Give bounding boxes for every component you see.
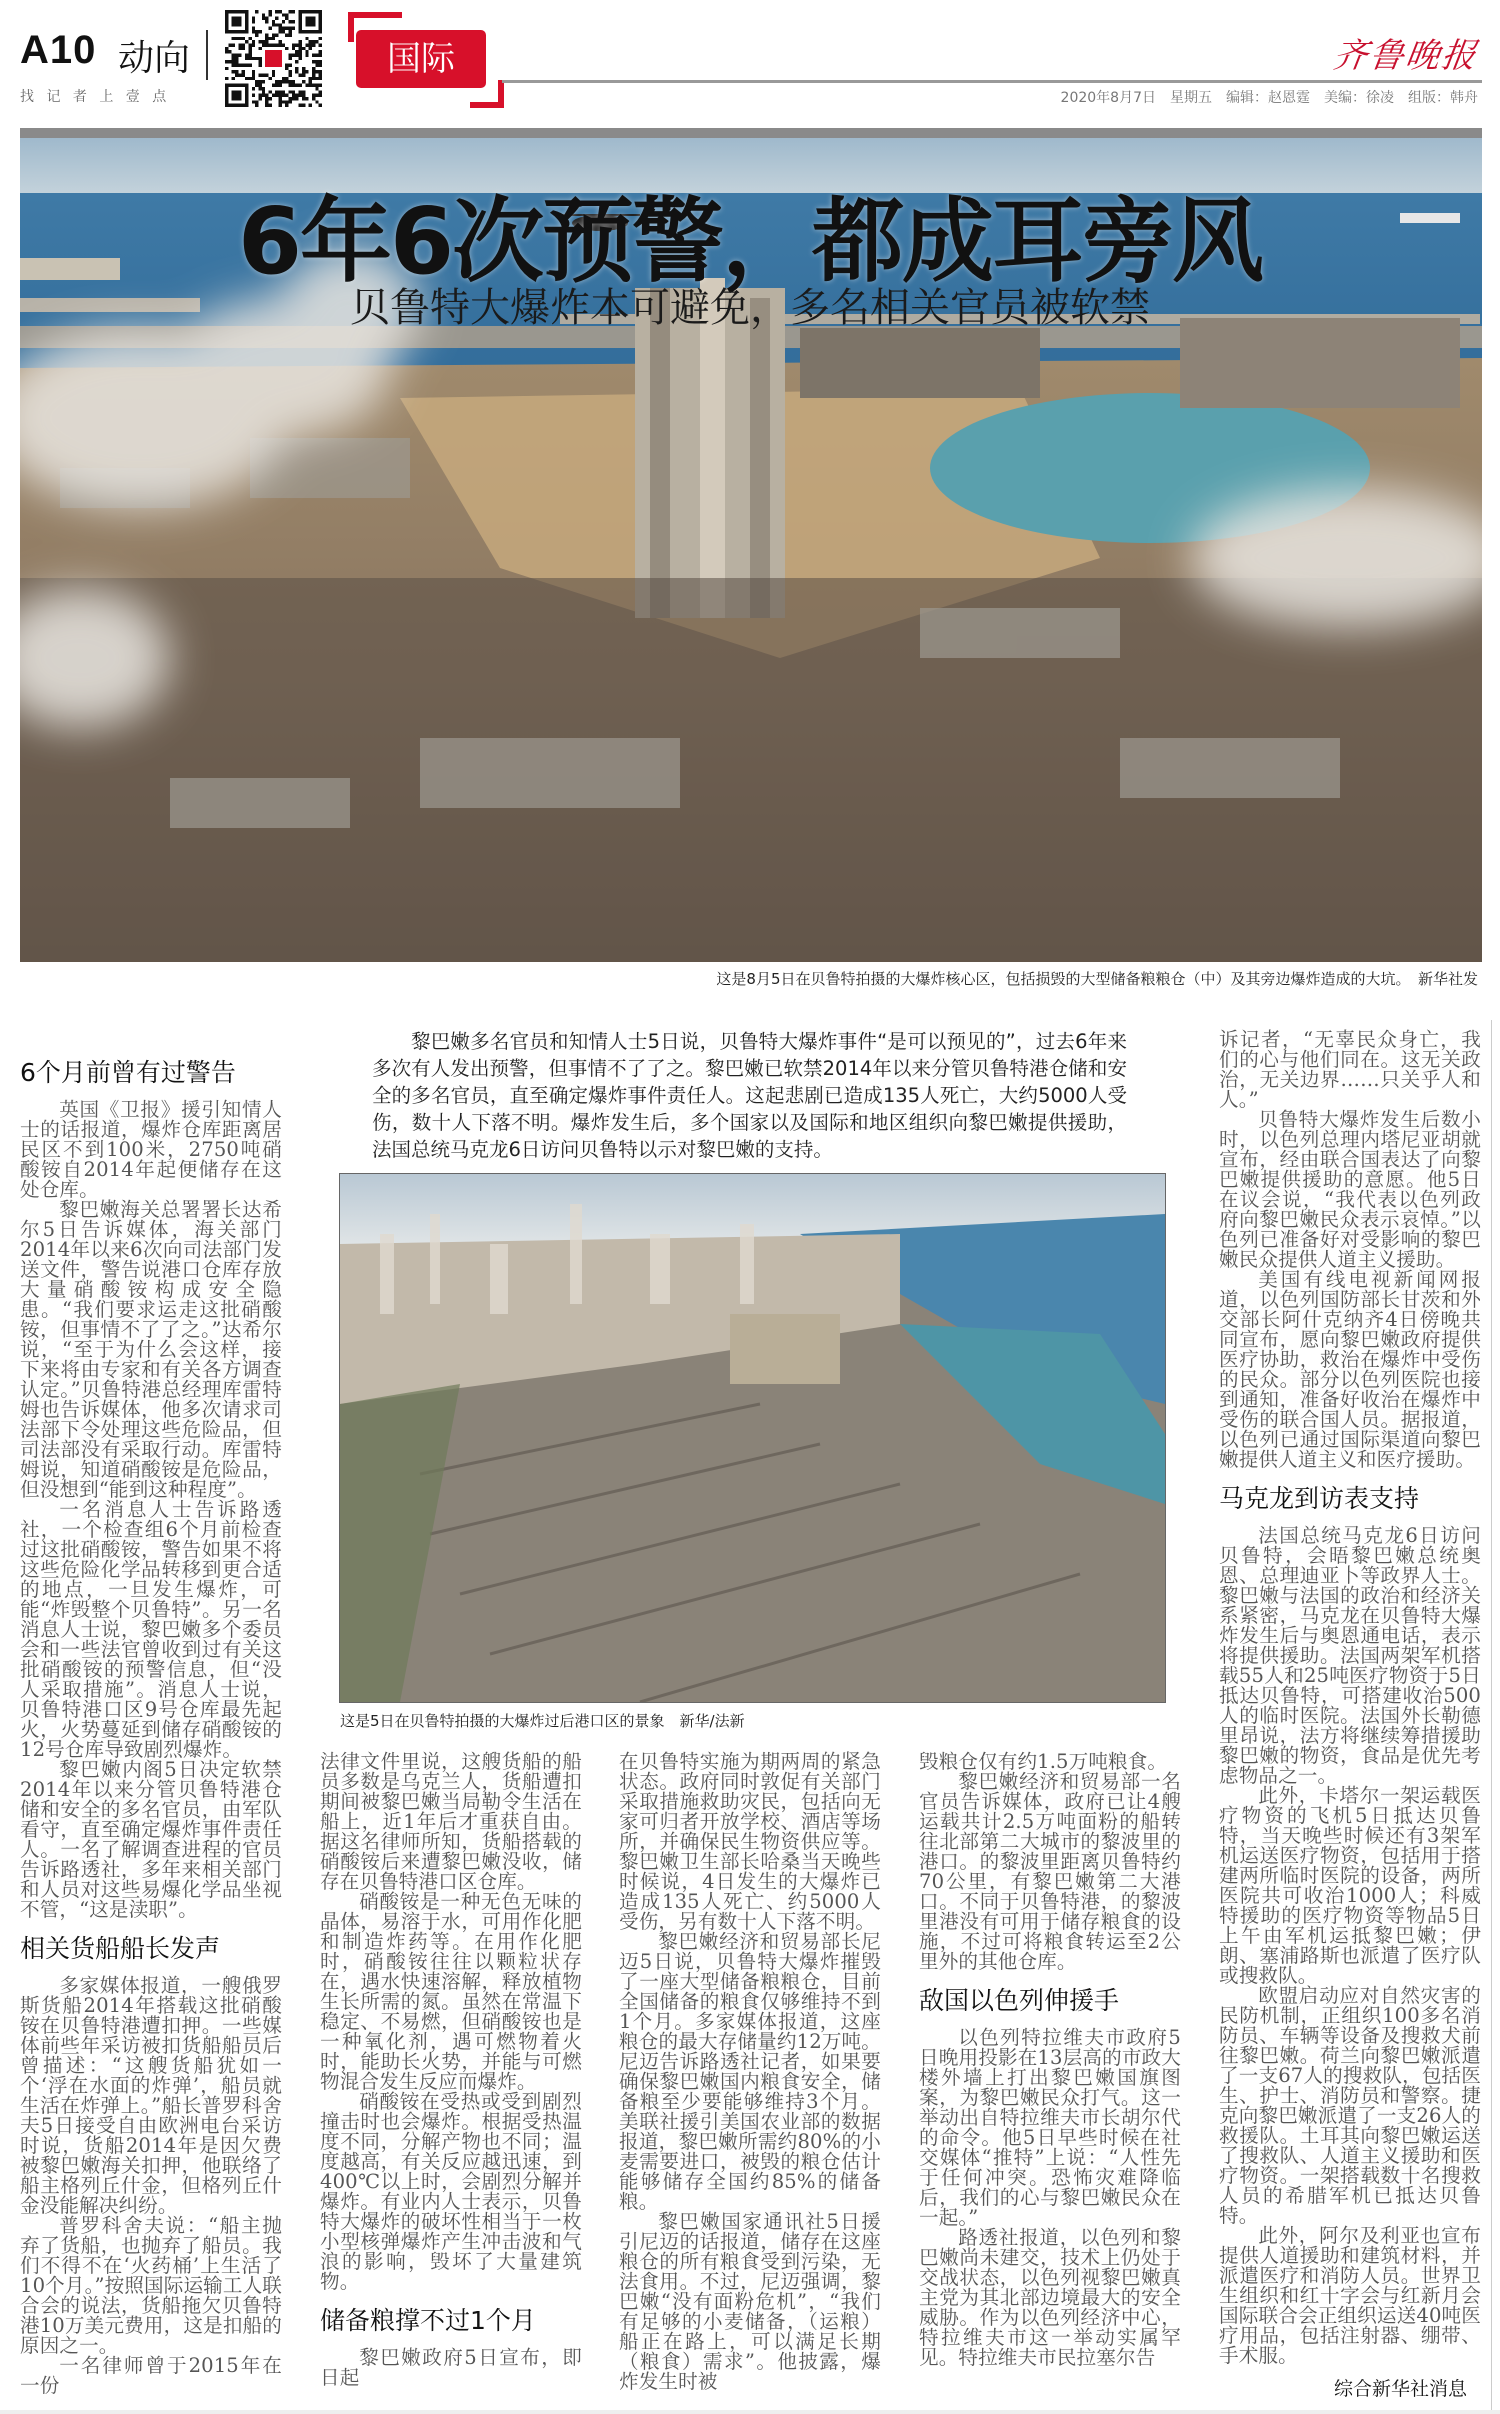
- slogan: 找 记 者 上 壹 点: [20, 89, 171, 105]
- issue-meta: 2020年8月7日 星期五 编辑：赵恩霆 美编：徐凌 组版：韩舟: [1060, 90, 1478, 106]
- section-heading: 6个月前曾有过警告: [20, 1058, 236, 1087]
- photo-caption: 这是5日在贝鲁特拍摄的大爆炸过后港口区的景象 新华/法新: [340, 1712, 745, 1730]
- text-column: [20, 1058, 282, 2396]
- header-rule: [502, 80, 1482, 83]
- footer-band: [0, 2410, 1500, 2414]
- paragraph: 欧盟启动应对自然灾害的民防机制，正组织100多名消防员、车辆等设备及搜救犬前往黎巴嫩。荷兰向黎巴嫩派遣了一支67人的搜救队，包括医生、护士、消防员和警察。捷克向黎巴嫩派遣了一支26人的救援队。土耳其向黎巴嫩运送了搜救队、人道主义援助和医疗物资。一架搭载数十名搜救人员的希腊军机已抵达贝鲁特。: [1219, 1984, 1481, 2227]
- header-divider: [206, 30, 208, 80]
- paragraph: 路透社报道，以色列和黎巴嫩尚未建交，技术上仍处于交战状态，以色列视黎巴嫩真主党为其北部边境最大的安全威胁。作为以色列经济中心，特拉维夫市这一举动实属罕见。特拉维夫市民拉塞尔告: [919, 2226, 1181, 2369]
- source-credit: 综合新华社消息: [1333, 2378, 1467, 2400]
- paragraph: 贝鲁特大爆炸发生后数小时，以色列总理内塔尼亚胡就宣布，经由联合国表达了向黎巴嫩提供援助的意愿。他5日在议会说，“我代表以色列政府向黎巴嫩民众表示哀悼。”以色列已准备好对受影响的黎巴嫩民众提供人道主义援助。: [1219, 1108, 1481, 1271]
- paragraph: 此外，阿尔及利亚也宣布提供人道援助和建筑材料，并派遣医疗和消防人员。世界卫生组织和红十字会与红新月会国际联合会正组织运送40吨医疗用品，包括注射器、绷带、手术服。: [1219, 2224, 1481, 2367]
- section-heading: 敌国以色列伸援手: [919, 1986, 1120, 2015]
- paragraph: 法国总统马克龙6日访问贝鲁特，会晤黎巴嫩总统奥恩、总理迪亚卜等政界人士。黎巴嫩与法国的政治和经济关系紧密，马克龙在贝鲁特大爆炸发生后与奥恩通电话，表示将提供援助。法国两架军机搭载55人和25吨医疗物资于5日抵达贝鲁特，可搭建收治500人的临时医院。法国外长勒德里昂说，法方将继续筹措援助黎巴嫩的物资，食品是优先考虑物品之一。: [1219, 1524, 1481, 1787]
- paragraph: 普罗科舍夫说：“船主抛弃了货船，也抛弃了船员。我们不得不在‘火药桶’上生活了10个月。”按照国际运输工人联合会的说法，货船拖欠贝鲁特港10万美元费用，这是扣船的原因之一。: [20, 2214, 282, 2357]
- paragraph: 法律文件里说，这艘货船的船员多数是乌克兰人，货船遭扣期间被黎巴嫩当局勒令生活在船上，近1年后才重获自由。据这名律师所知，货船搭载的硝酸铵后来遭黎巴嫩没收，储存在贝鲁特港口区仓库。: [320, 1750, 582, 1893]
- paragraph: 毁粮仓仅有约1.5万吨粮食。: [919, 1750, 1168, 1773]
- text-column: [619, 1752, 881, 2392]
- photo-caption: 这是8月5日在贝鲁特拍摄的大爆炸核心区，包括损毁的大型储备粮粮仓（中）及其旁边爆炸造成的大坑。 新华社发: [716, 970, 1478, 988]
- paragraph: 硝酸铵在受热或受到剧烈撞击时也会爆炸。根据受热温度不同，分解产物也不同；温度越高，有关反应越迅速，到400℃以上时，会剧烈分解并爆炸。有业内人士表示，贝鲁特大爆炸的破坏性相当于一枚小型核弹爆炸产生冲击波和气浪的影响，毁坏了大量建筑物。: [320, 2090, 582, 2293]
- paragraph: 黎巴嫩国家通讯社5日援引尼迈的话报道，储存在这座粮仓的所有粮食受到污染，无法食用。不过，尼迈强调，黎巴嫩“没有面粉危机”，“我们有足够的小麦储备，（运粮）船正在路上，可以满足长期（粮食）需求”。他披露，爆炸发生时被: [619, 2210, 881, 2393]
- text-column: [919, 1752, 1181, 2368]
- section-heading: 马克龙到访表支持: [1219, 1484, 1420, 1513]
- paragraph: 黎巴嫩经济和贸易部长尼迈5日说，贝鲁特大爆炸摧毁了一座大型储备粮粮仓，目前全国储备的粮食仅够维持不到1个月。多家媒体报道，这座粮仓的最大存储量约12万吨。尼迈告诉路透社记者，如果要确保黎巴嫩国内粮食安全，储备粮至少要能够维持3个月。美联社援引美国农业部的数据报道，黎巴嫩所需约80%的小麦需要进口，被毁的粮仓估计能够储存全国约85%的储备粮。: [619, 1930, 881, 2213]
- channel-badge: 国际: [356, 30, 486, 88]
- qr-code-icon[interactable]: [225, 10, 322, 107]
- paragraph: 诉记者，“无辜民众身亡，我们的心与他们同在。这无关政治，无关边界……只关乎人和人。”: [1219, 1028, 1481, 1111]
- subheadline: 贝鲁特大爆炸本可避免，多名相关官员被软禁: [350, 285, 1150, 331]
- paragraph: 黎巴嫩海关总署署长达希尔5日告诉媒体，海关部门2014年以来6次向司法部门发送文件，警告说港口仓库存放大量硝酸铵构成安全隐患。“我们要求运走这批硝酸铵，但事情不了了之。”达希尔说，“至于为什么会这样，接下来将由专家和有关各方调查认定。”贝鲁特港总经理库雷特姆也告诉媒体，他多次请求司法部下令处理这些危险品，但司法部没有采取行动。库雷特姆说，知道硝酸铵是危险品，但没想到“能到这种程度”。: [20, 1198, 282, 1501]
- text-column: [320, 1752, 582, 2388]
- paragraph: 硝酸铵是一种无色无味的晶体，易溶于水，可用作化肥和制造炸药等。在用作化肥时，硝酸铵往往以颗粒状存在，遇水快速溶解，释放植物生长所需的氮。虽然在常温下稳定、不易燃，但硝酸铵也是一种氧化剂，遇可燃物着火时，能助长火势，并能与可燃物混合发生反应而爆炸。: [320, 1890, 582, 2093]
- port-aerial-photo: [339, 1173, 1166, 1703]
- newspaper-logo: 齐鲁晚报: [1330, 36, 1481, 76]
- paragraph: 以色列特拉维夫市政府5日晚用投影在13层高的市政大楼外墙上打出黎巴嫩国旗图案，为黎巴嫩民众打气。这一举动出自特拉维夫市长胡尔代的命令。他5日早些时候在社交媒体“推特”上说：“人性先于任何冲突。恐怖灾难降临后，我们的心与黎巴嫩民众在一起。”: [919, 2026, 1181, 2229]
- section-heading: 相关货船船长发声: [20, 1934, 221, 1963]
- section-name: 动向: [118, 38, 191, 79]
- paragraph: 黎巴嫩内阁5日决定软禁2014年以来分管贝鲁特港仓储和安全的多名官员，由军队看守，直至确定爆炸事件责任人。一名了解调查进程的官员告诉路透社，多年来相关部门和人员对这些易爆化学品坐视不管，“这是渎职”。: [20, 1758, 282, 1921]
- page-number: A10: [20, 28, 97, 72]
- paragraph: 黎巴嫩经济和贸易部一名官员告诉媒体，政府已让4艘运载共计2.5万吨面粉的船转往北部第二大城市的黎波里的港口。的黎波里距离贝鲁特约70公里，有黎巴嫩第二大港口。不同于贝鲁特港，的黎波里港没有可用于储存粮食的设施，不过可将粮食转运至2公里外的其他仓库。: [919, 1770, 1181, 1973]
- page-border: [1491, 1020, 1492, 2410]
- paragraph: 在贝鲁特实施为期两周的紧急状态。政府同时敦促有关部门采取措施救助灾民，包括向无家可归者开放学校、酒店等场所，并确保民生物资供应等。黎巴嫩卫生部长哈桑当天晚些时候说，4日发生的大爆炸已造成135人死亡、约5000人受伤，另有数十人下落不明。: [619, 1750, 881, 1933]
- paragraph: 一名律师曾于2015年在一份: [20, 2354, 282, 2397]
- lead-paragraph: 黎巴嫩多名官员和知情人士5日说，贝鲁特大爆炸事件“是可以预见的”，过去6年来多次有人发出预警，但事情不了了之。黎巴嫩已软禁2014年以来分管贝鲁特港仓储和安全的多名官员，直至确定爆炸事件责任人。这起悲剧已造成135人死亡，大约5000人受伤，数十人下落不明。爆炸发生后，多个国家以及国际和地区组织向黎巴嫩提供援助，法国总统马克龙6日访问贝鲁特以示对黎巴嫩的支持。: [372, 1030, 1127, 1161]
- paragraph: 一名消息人士告诉路透社，一个检查组6个月前检查过这批硝酸铵，警告如果不将这些危险化学品转移到更合适的地点，一旦发生爆炸，可能“炸毁整个贝鲁特”。另一名消息人士说，黎巴嫩多个委员会和一些法官曾收到过有关这批硝酸铵的预警信息，但“没人采取措施”。消息人士说，贝鲁特港口区9号仓库最先起火，火势蔓延到储存硝酸铵的12号仓库导致剧烈爆炸。: [20, 1498, 282, 1761]
- headline: 6年6次预警，都成耳旁风: [237, 188, 1263, 295]
- paragraph: 黎巴嫩政府5日宣布，即日起: [320, 2346, 582, 2389]
- paragraph: 多家媒体报道，一艘俄罗斯货船2014年搭载这批硝酸铵在贝鲁特港遭扣押。一些媒体前些年采访被扣货船船员后曾描述：“这艘货船犹如一个‘浮在水面的炸弹’，船员就生活在炸弹上。”船长普罗科舍夫5日接受自由欧洲电台采访时说，货船2014年是因欠费被黎巴嫩海关扣押，他联络了船主格列丘什金，但格列丘什金没能解决纠纷。: [20, 1974, 282, 2217]
- paragraph: 美国有线电视新闻网报道，以色列国防部长甘茨和外交部长阿什克纳齐4日傍晚共同宣布，愿向黎巴嫩政府提供医疗协助，救治在爆炸中受伤的民众。部分以色列医院也接到通知，准备好收治在爆炸中受伤的联合国人员。据报道，以色列已通过国际渠道向黎巴嫩提供人道主义和医疗援助。: [1219, 1268, 1481, 1471]
- paragraph: 英国《卫报》援引知情人士的话报道，爆炸仓库距离居民区不到100米，2750吨硝酸铵自2014年起便储存在这处仓库。: [20, 1098, 282, 1201]
- section-heading: 储备粮撑不过1个月: [320, 2306, 536, 2335]
- paragraph: 此外，卡塔尔一架运载医疗物资的飞机5日抵达贝鲁特，当天晚些时候还有3架军机运送医疗物资，包括用于搭建两所临时医院的设备，两所医院共可收治1000人；科威特援助的医疗物资等物品5日上午由军机运抵黎巴嫩；伊朗、塞浦路斯也派遣了医疗队或搜救队。: [1219, 1784, 1481, 1987]
- text-column: [1219, 1030, 1481, 2401]
